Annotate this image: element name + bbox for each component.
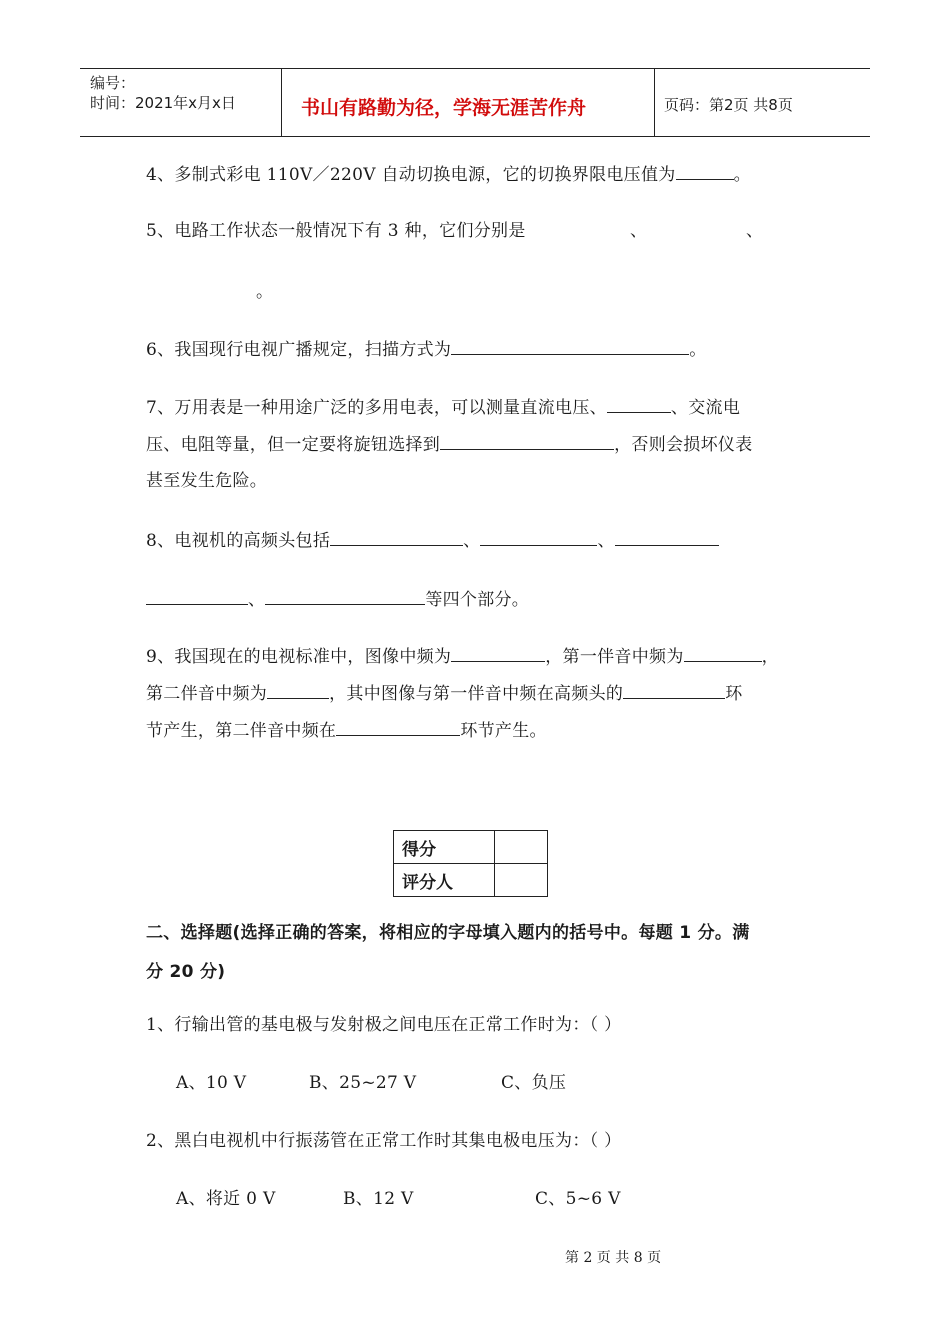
answer-blank[interactable]: [336, 719, 460, 736]
choice-option-b[interactable]: B、25~27 V: [309, 1073, 417, 1093]
question-8-end: 等四个部分。: [425, 590, 530, 610]
choice-option-a[interactable]: A、将近 0 V: [176, 1189, 276, 1209]
header-divider-left: [281, 68, 282, 136]
section-2-title-line-1: 二、选择题(选择正确的答案，将相应的字母填入题内的括号中。每题 1 分。满: [146, 923, 750, 943]
question-9-text: ，第一伴音中频为: [545, 647, 684, 667]
header-bottom-rule: [80, 136, 870, 137]
question-4-text: 4、多制式彩电 110V／220V 自动切换电源，它的切换界限电压值为: [146, 165, 676, 185]
header-divider-right: [654, 68, 655, 136]
document-number-label: 编号：: [90, 74, 136, 92]
question-8-separator: 、: [597, 531, 615, 551]
question-9-text: 9、我国现在的电视标准中，图像中频为: [146, 647, 452, 667]
answer-blank[interactable]: [451, 338, 689, 355]
question-9-line-1: [146, 645, 779, 667]
answer-blank[interactable]: [676, 163, 734, 180]
choice-question-2-stem: 2、黑白电视机中行振荡管在正常工作时其集电极电压为：（ ）: [146, 1131, 622, 1151]
choice-question-1-stem: 1、行输出管的基电极与发射极之间电压在正常工作时为：（ ）: [146, 1015, 622, 1035]
document-date: 时间：2021年x月x日: [90, 94, 236, 112]
score-row: [394, 831, 548, 864]
answer-blank[interactable]: [480, 529, 597, 546]
answer-blank[interactable]: [615, 529, 719, 546]
question-5-end: 。: [256, 282, 274, 302]
question-6-end: 。: [689, 340, 707, 360]
question-5-separator: 、: [630, 221, 648, 241]
question-4-end: 。: [733, 165, 751, 185]
question-9-line-3: [146, 719, 547, 741]
answer-blank[interactable]: [330, 529, 463, 546]
answer-blank[interactable]: [267, 682, 329, 699]
page-footer: 第 2 页 共 8 页: [565, 1250, 662, 1266]
question-9-text: ，其中图像与第一伴音中频在高频头的: [329, 684, 624, 704]
answer-blank[interactable]: [623, 682, 725, 699]
choice-option-c[interactable]: C、负压: [501, 1073, 567, 1093]
answer-blank[interactable]: [684, 645, 762, 662]
page-indicator: 页码：第2页 共8页: [664, 96, 793, 114]
question-9-text: 节产生，第二伴音中频在: [146, 721, 337, 741]
question-7-line-2: [146, 433, 753, 455]
question-6: [146, 338, 707, 360]
question-6-text: 6、我国现行电视广播规定，扫描方式为: [146, 340, 452, 360]
grader-value-cell[interactable]: [495, 864, 548, 897]
answer-blank[interactable]: [607, 396, 671, 413]
question-8-line-2: [146, 588, 529, 610]
question-5-separator: 、: [746, 221, 764, 241]
header-top-rule: [80, 68, 870, 69]
question-9-line-2: [146, 682, 743, 704]
choice-option-c[interactable]: C、5~6 V: [535, 1189, 621, 1209]
choice-option-a[interactable]: A、10 V: [176, 1073, 247, 1093]
question-5-text: 5、电路工作状态一般情况下有 3 种，它们分别是: [146, 221, 526, 241]
question-9-text: 第二伴音中频为: [146, 684, 268, 704]
question-4: [146, 163, 751, 185]
answer-blank[interactable]: [451, 645, 545, 662]
question-7-text: ，否则会损坏仪表: [614, 435, 753, 455]
question-7-text: 压、电阻等量，但一定要将旋钮选择到: [146, 435, 441, 455]
question-8-line-1: [146, 529, 719, 551]
answer-blank[interactable]: [265, 588, 425, 605]
question-8-separator: 、: [248, 590, 266, 610]
score-value-cell[interactable]: [495, 831, 548, 864]
grader-label: 评分人: [394, 864, 495, 897]
question-9-text: 环节产生。: [460, 721, 547, 741]
question-8-separator: 、: [463, 531, 481, 551]
question-8-text: 8、电视机的高频头包括: [146, 531, 331, 551]
header-motto: 书山有路勤为径，学海无涯苦作舟: [301, 97, 587, 119]
answer-blank[interactable]: [146, 588, 248, 605]
choice-option-b[interactable]: B、12 V: [343, 1189, 414, 1209]
question-7-text: 、交流电: [670, 398, 741, 418]
answer-blank[interactable]: [440, 433, 614, 450]
grader-row: [394, 864, 548, 897]
question-9-text: 环: [725, 684, 743, 704]
section-2-title-line-2: 分 20 分): [146, 962, 226, 982]
question-7-line-3: 甚至发生危险。: [146, 471, 268, 491]
question-7-line-1: [146, 396, 740, 418]
question-7-text: 7、万用表是一种用途广泛的多用电表，可以测量直流电压、: [146, 398, 607, 418]
score-table: [393, 830, 548, 897]
question-9-text: ，: [761, 647, 779, 667]
score-label: 得分: [394, 831, 495, 864]
